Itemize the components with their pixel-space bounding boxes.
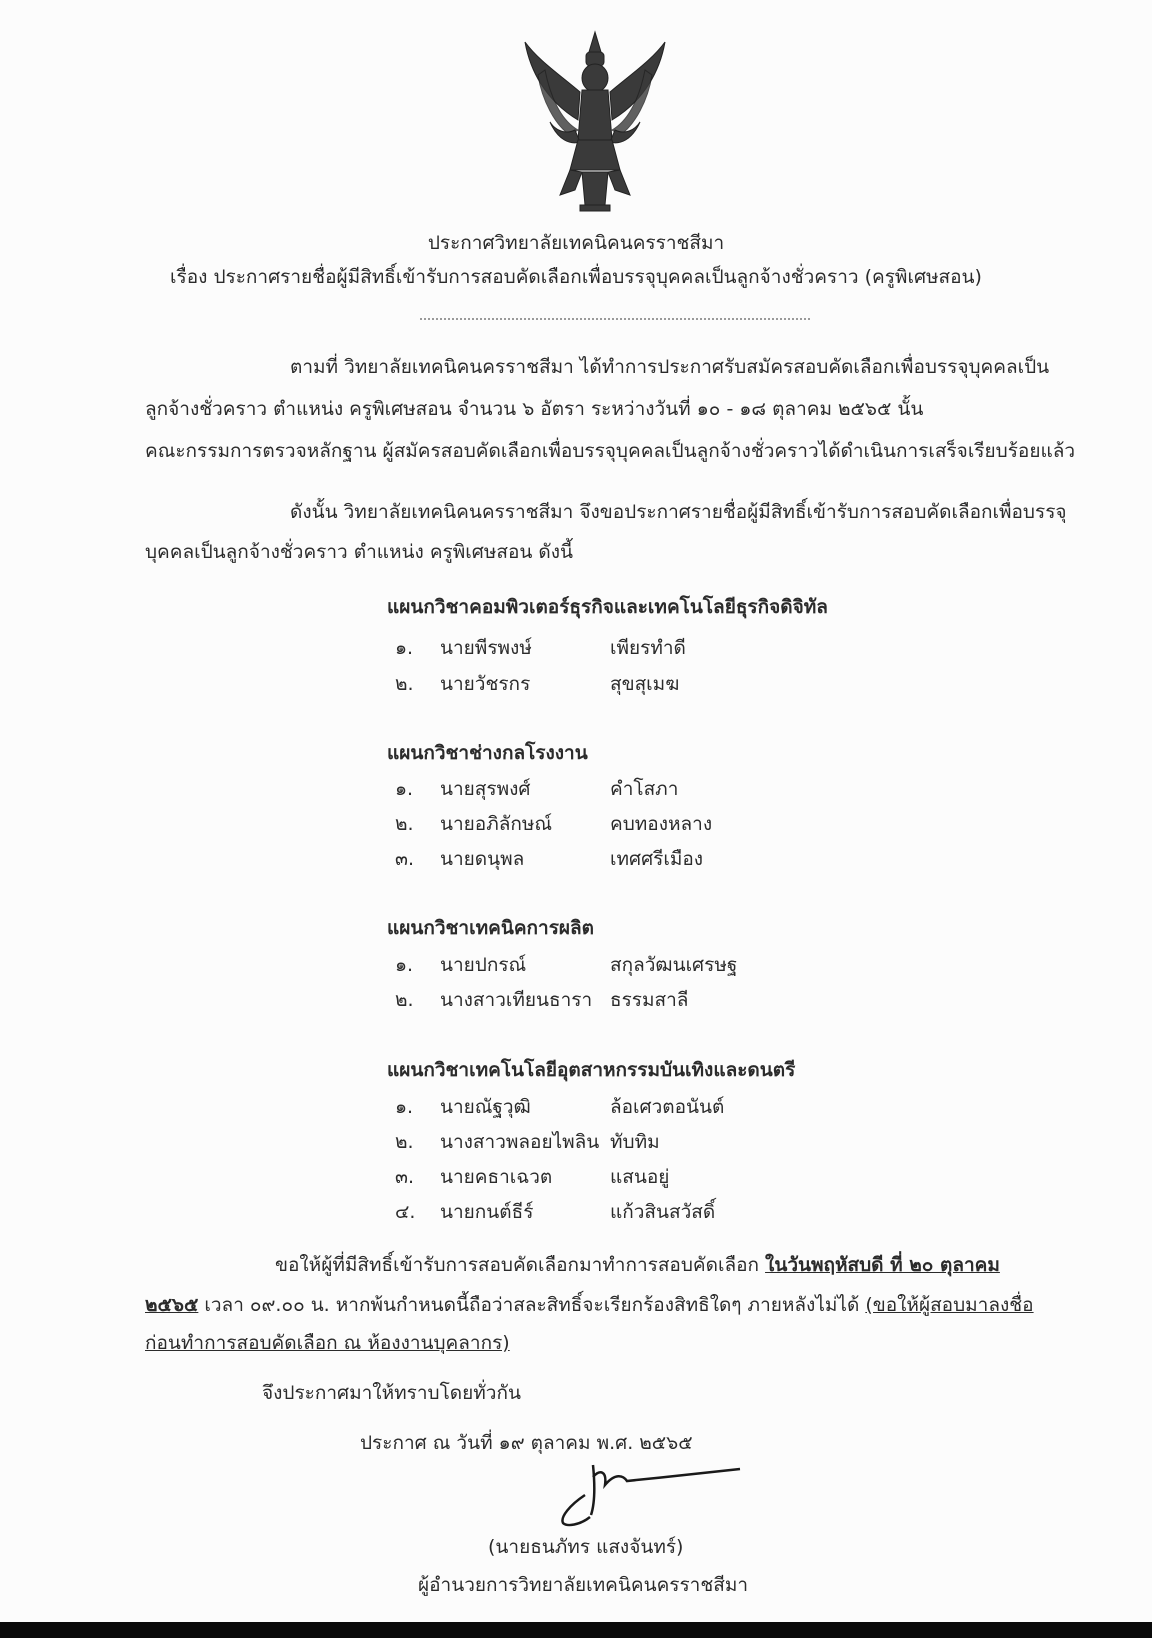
exam-signin-note: (ขอให้ผู้สอบมาลงชื่อ bbox=[865, 1294, 1034, 1316]
paragraph-2-line-1: ดังนั้น วิทยาลัยเทคนิคนครราชสีมา จึงขอประกาศรายชื่อผู้มีสิทธิ์เข้ารับการสอบคัดเลือกเพื่อบรรจุ bbox=[290, 501, 1067, 523]
first-name: นายปกรณ์ bbox=[440, 954, 527, 976]
item-number: ๑. bbox=[395, 954, 414, 976]
exam-signin-note-cont: ก่อนทำการสอบคัดเลือก ณ ห้องงานบุคลากร) bbox=[145, 1332, 510, 1354]
first-name: นายณัฐวุฒิ bbox=[440, 1096, 531, 1118]
last-name: คำโสภา bbox=[610, 778, 679, 800]
last-name: สุขสุเมฆ bbox=[610, 673, 680, 695]
last-name: แสนอยู่ bbox=[610, 1166, 670, 1188]
first-name: นายคธาเฉวต bbox=[440, 1166, 553, 1188]
last-name: เทศศรีเมือง bbox=[610, 848, 704, 870]
department-heading: แผนกวิชาคอมพิวเตอร์ธุรกิจและเทคโนโลยีธุรกิจดิจิทัล bbox=[387, 596, 828, 618]
exam-time-text: เวลา ๐๙.๐๐ น. หากพ้นกำหนดนี้ถือว่าสละสิทธิ์จะเรียกร้องสิทธิใดๆ ภายหลังไม่ได้ bbox=[198, 1294, 866, 1316]
exam-notice-line-3 bbox=[145, 1328, 510, 1358]
first-name: นายดนุพล bbox=[440, 848, 525, 870]
first-name: นางสาวเทียนธารา bbox=[440, 989, 593, 1011]
item-number: ๒. bbox=[395, 673, 414, 695]
paragraph-2-line-2: บุคคลเป็นลูกจ้างชั่วคราว ตำแหน่ง ครูพิเศษสอน ดังนี้ bbox=[145, 541, 573, 563]
paragraph-1-line-1: ตามที่ วิทยาลัยเทคนิคนครราชสีมา ได้ทำการประกาศรับสมัครสอบคัดเลือกเพื่อบรรจุบุคคลเป็น bbox=[290, 356, 1050, 378]
closing-text: จึงประกาศมาให้ทราบโดยทั่วกัน bbox=[262, 1382, 521, 1404]
divider bbox=[420, 318, 810, 320]
exam-notice-line-1 bbox=[275, 1250, 1000, 1280]
item-number: ๓. bbox=[395, 848, 415, 870]
signatory-title: ผู้อำนวยการวิทยาลัยเทคนิคนครราชสีมา bbox=[418, 1574, 749, 1596]
item-number: ๒. bbox=[395, 1131, 414, 1153]
department-heading: แผนกวิชาช่างกลโรงงาน bbox=[387, 742, 588, 764]
item-number: ๒. bbox=[395, 989, 414, 1011]
department-heading: แผนกวิชาเทคโนโลยีอุตสาหกรรมบันเทิงและดนตรี bbox=[387, 1059, 796, 1081]
item-number: ๒. bbox=[395, 813, 414, 835]
item-number: ๓. bbox=[395, 1166, 415, 1188]
issuer-heading: ประกาศวิทยาลัยเทคนิคนครราชสีมา bbox=[427, 232, 725, 254]
last-name: ล้อเศวตอนันต์ bbox=[610, 1096, 725, 1118]
first-name: นายสุรพงศ์ bbox=[440, 778, 531, 800]
announcement-date: ประกาศ ณ วันที่ ๑๙ ตุลาคม พ.ศ. ๒๕๖๕ bbox=[360, 1432, 693, 1454]
first-name: นางสาวพลอยไพลิน bbox=[440, 1131, 600, 1153]
exam-notice-line-2 bbox=[145, 1290, 1034, 1320]
first-name: นายอภิลักษณ์ bbox=[440, 813, 553, 835]
exam-year: ๒๕๖๕ bbox=[145, 1294, 199, 1316]
scan-bottom-border bbox=[0, 1622, 1152, 1638]
department-heading: แผนกวิชาเทคนิคการผลิต bbox=[387, 917, 595, 939]
exam-date: ในวันพฤหัสบดี ที่ ๒๐ ตุลาคม bbox=[765, 1254, 1000, 1276]
signatory-name: (นายธนภัทร แสงจันทร์) bbox=[488, 1536, 684, 1558]
item-number: ๑. bbox=[395, 637, 414, 659]
subject-heading: เรื่อง ประกาศรายชื่อผู้มีสิทธิ์เข้ารับการสอบคัดเลือกเพื่อบรรจุบุคคลเป็นลูกจ้างชั่วคราว (ครูพิเศษสอน) bbox=[170, 266, 982, 288]
last-name: ธรรมสาลี bbox=[610, 989, 689, 1011]
item-number: ๑. bbox=[395, 778, 414, 800]
last-name: คบทองหลาง bbox=[610, 813, 713, 835]
exam-notice-text: ขอให้ผู้ที่มีสิทธิ์เข้ารับการสอบคัดเลือกมาทำการสอบคัดเลือก bbox=[275, 1254, 766, 1276]
first-name: นายกนต์ธีร์ bbox=[440, 1201, 534, 1223]
garuda-emblem-icon bbox=[520, 30, 670, 215]
paragraph-1-line-3: คณะกรรมการตรวจหลักฐาน ผู้สมัครสอบคัดเลือกเพื่อบรรจุบุคคลเป็นลูกจ้างชั่วคราวได้ดำเนินการเสร็จเรียบร้อยแล้ว bbox=[145, 440, 1076, 462]
last-name: เพียรทำดี bbox=[610, 637, 686, 659]
first-name: นายพีรพงษ์ bbox=[440, 637, 532, 659]
item-number: ๑. bbox=[395, 1096, 414, 1118]
last-name: ทับทิม bbox=[610, 1131, 660, 1153]
signature bbox=[545, 1455, 755, 1530]
last-name: สกุลวัฒนเศรษฐ bbox=[610, 954, 738, 976]
first-name: นายวัชรกร bbox=[440, 673, 531, 695]
item-number: ๔. bbox=[395, 1201, 416, 1223]
last-name: แก้วสินสวัสดิ์ bbox=[610, 1201, 716, 1223]
paragraph-1-line-2: ลูกจ้างชั่วคราว ตำแหน่ง ครูพิเศษสอน จำนวน ๖ อัตรา ระหว่างวันที่ ๑๐ - ๑๘ ตุลาคม ๒๕๖๕ นั้น bbox=[145, 398, 924, 420]
